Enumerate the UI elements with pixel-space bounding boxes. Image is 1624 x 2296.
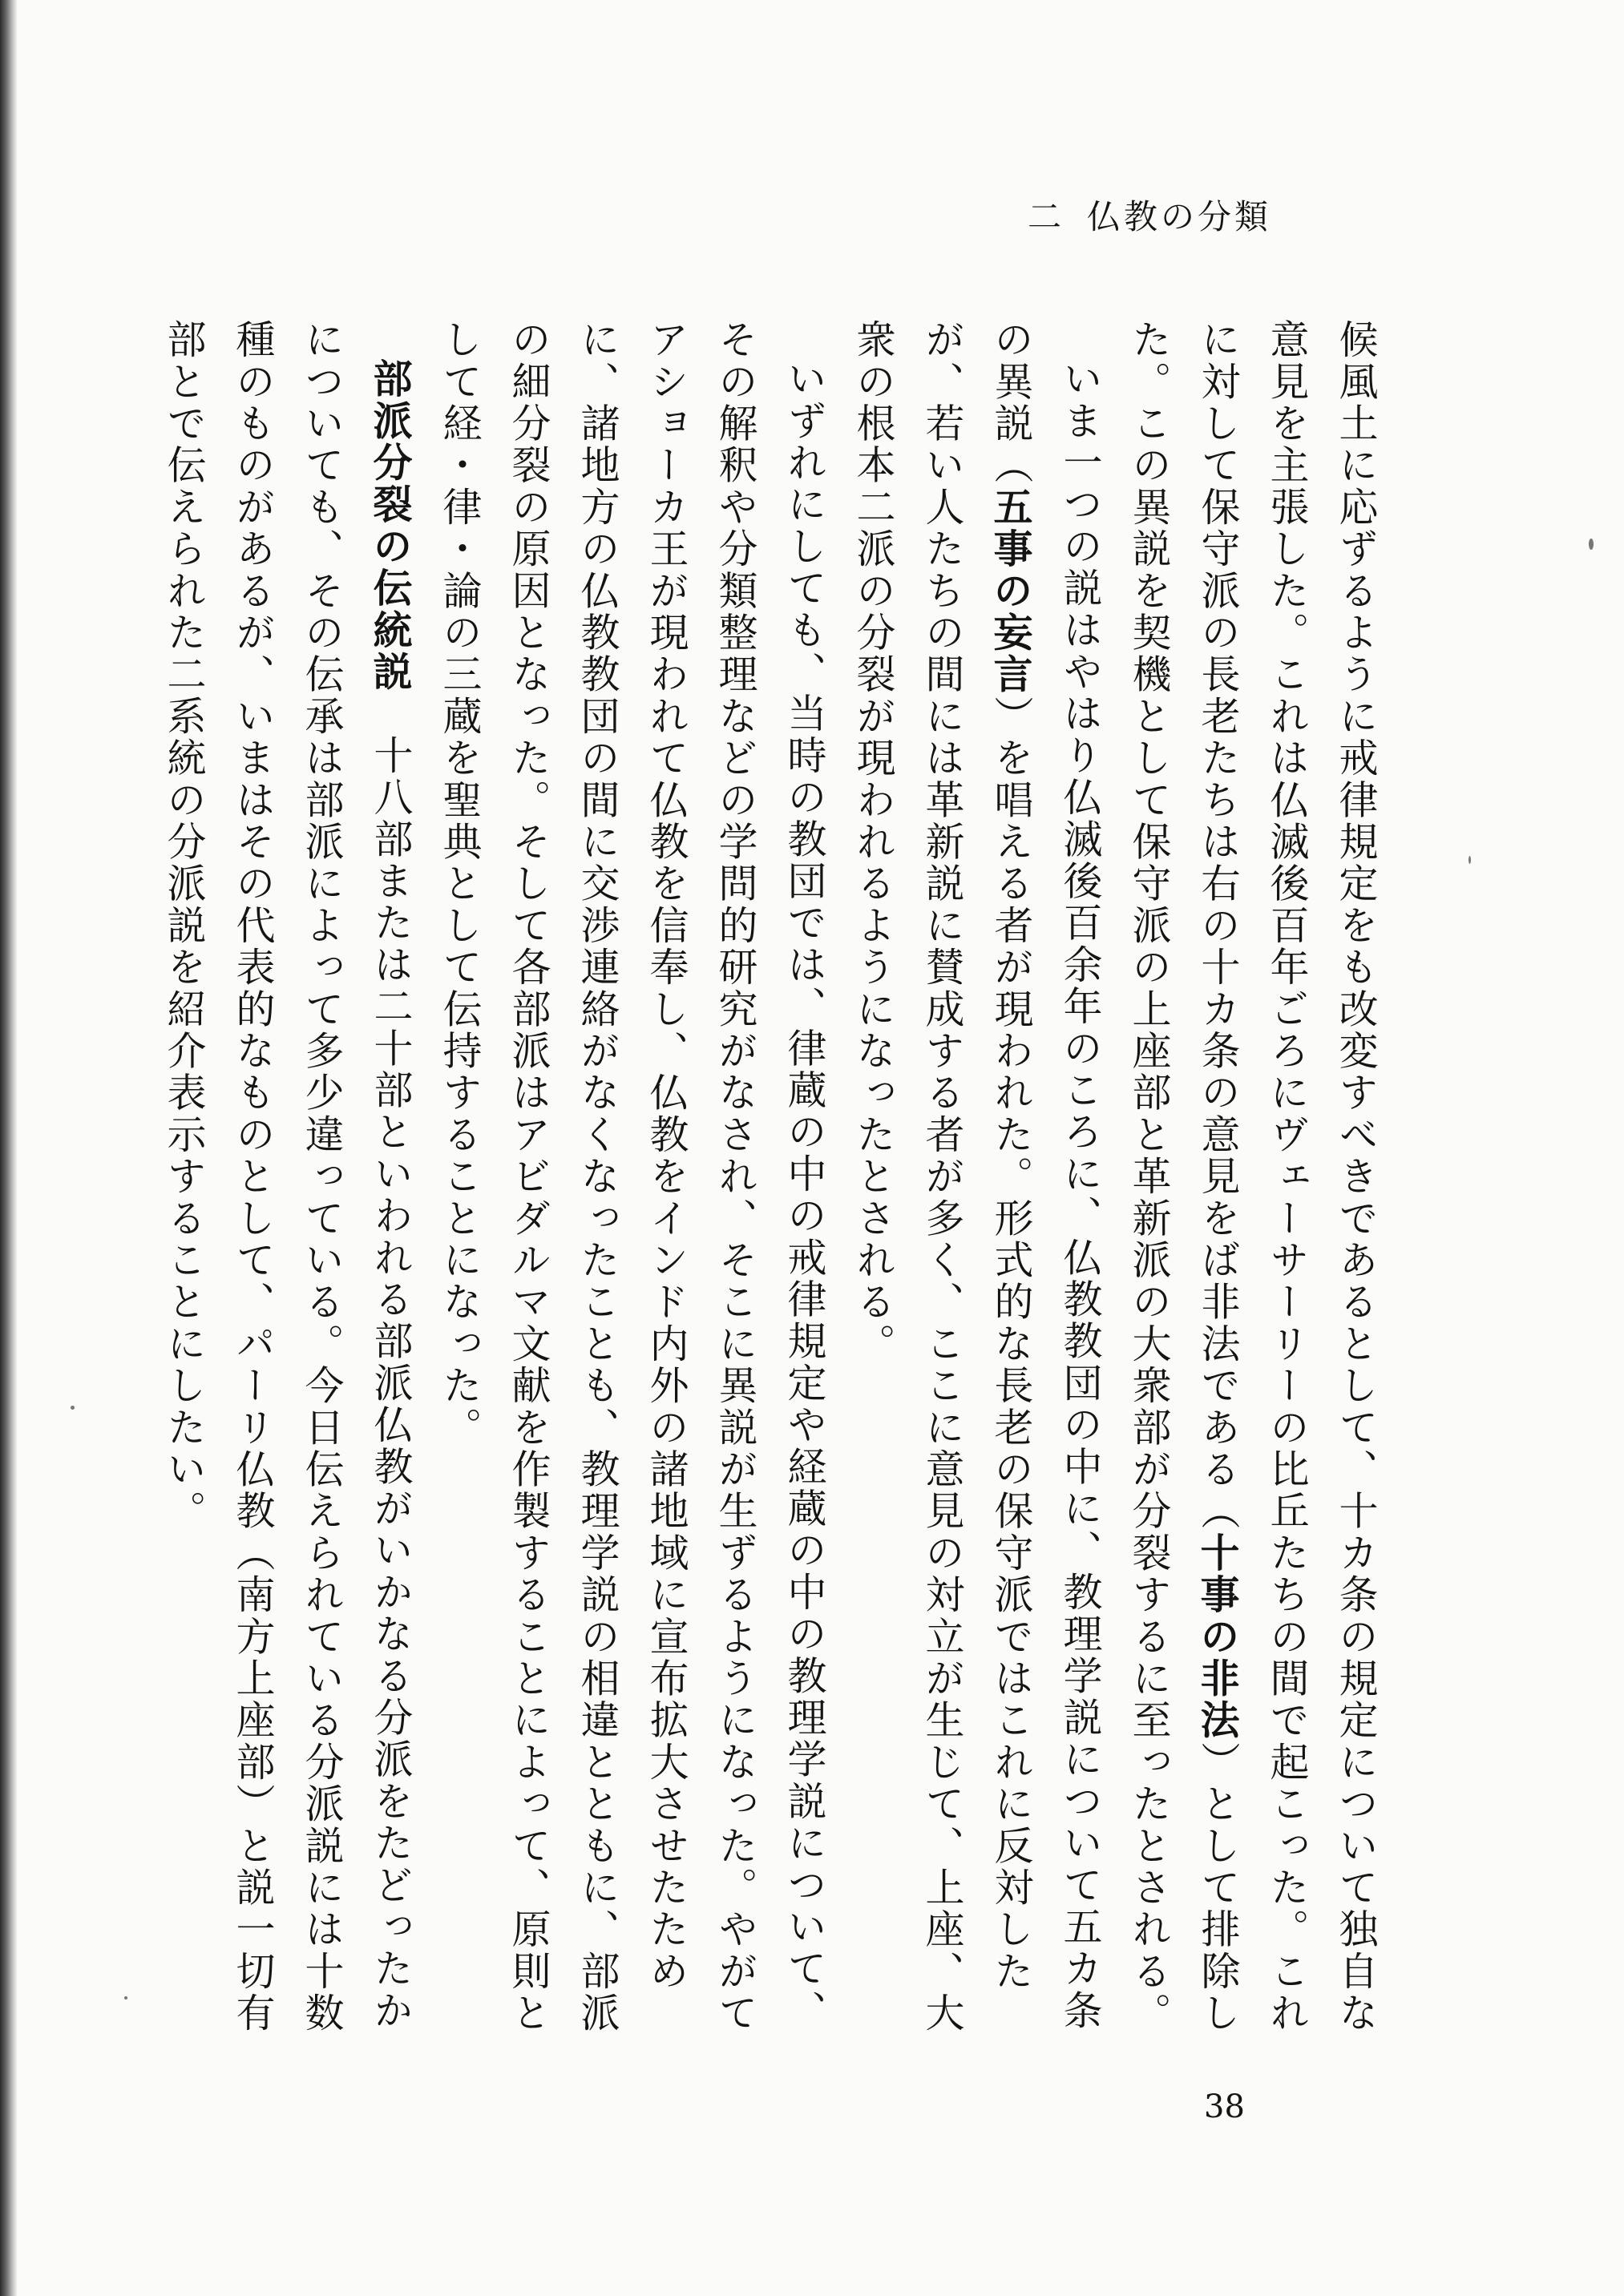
bold-term-jyuji-no-hiho: 十事の非法	[1194, 1531, 1241, 1741]
text-run: 候風土に応ずるように戒律規定をも改変すべきであるとして、十カ条の規定について独自な意見を主張した。これは仏滅後百年ごろにヴェーサーリーの比丘たちの間で起こった。これに対して保守派の長老たちは右の十カ条の意見をば非法である（	[1195, 319, 1379, 2035]
bold-term-goji-no-mogen: 五事の妄言	[988, 486, 1034, 696]
text-run: いま一つの説はやはり仏滅後百余年のころに、仏教教団の中に、教理学説について五カ条の異説（	[988, 319, 1103, 2032]
scan-speck	[124, 1996, 127, 1999]
page-number: 38	[1204, 2088, 1245, 2125]
subheading-buha-bunretsu: 部派分裂の伝統説	[367, 358, 414, 693]
section-number: 二	[1027, 197, 1064, 236]
text-run: ）として排除した。この異説を契機として保守派の上座部と革新派の大衆部が分裂するに至ったとされる。	[1126, 319, 1241, 2035]
text-run: いずれにしても、当時の教団では、律蔵の中の戒律規定や経蔵の中の教理学説について、その解釈や分類整理などの学問的研究がなされ、そこに異説が生ずるようになった。やがてアショーカ王が現われて仏教を信奉し、仏教をインド内外の諸地域に宣布拡大させたために、諸地方の仏教教団の間に交渉連絡がなくなったことも、教理学説の相違とともに、部派の細分裂の原因となった。そして各部派はアビダルマ文献を作製することによって、原則として経・律・論の三蔵を聖典として伝持することになった。	[437, 319, 827, 2035]
section-title: 仏教の分類	[1086, 197, 1271, 236]
scan-speck	[1468, 856, 1471, 864]
running-head	[1028, 191, 1271, 239]
body-text	[107, 319, 1390, 2066]
scan-speck	[1589, 539, 1594, 550]
text-run: 十八部または二十部といわれる部派仏教がいかなる分派をたどったかについても、その伝承は部派によって多少違っている。今日伝えられている分派説には十数種のものがあるが、いまはその代表的なものとして、パーリ仏教（南方上座部）と説一切有部とで伝えられた二系統の分派説を紹介表示することにしたい。	[161, 319, 414, 2035]
paragraph-1	[1114, 319, 1390, 2066]
scan-shadow-edge	[0, 0, 18, 2296]
scan-speck	[71, 1406, 75, 1410]
paragraph-2	[838, 319, 1114, 2066]
paragraph-3	[425, 319, 838, 2066]
paragraph-4	[149, 319, 425, 2066]
text-run: ）を唱える者が現われた。形式的な長老の保守派ではこれに反対したが、若い人たちの間には革新説に賛成する者が多く、ここに意見の対立が生じて、上座、大衆の根本二派の分裂が現われるようになったとされる。	[850, 319, 1034, 2035]
